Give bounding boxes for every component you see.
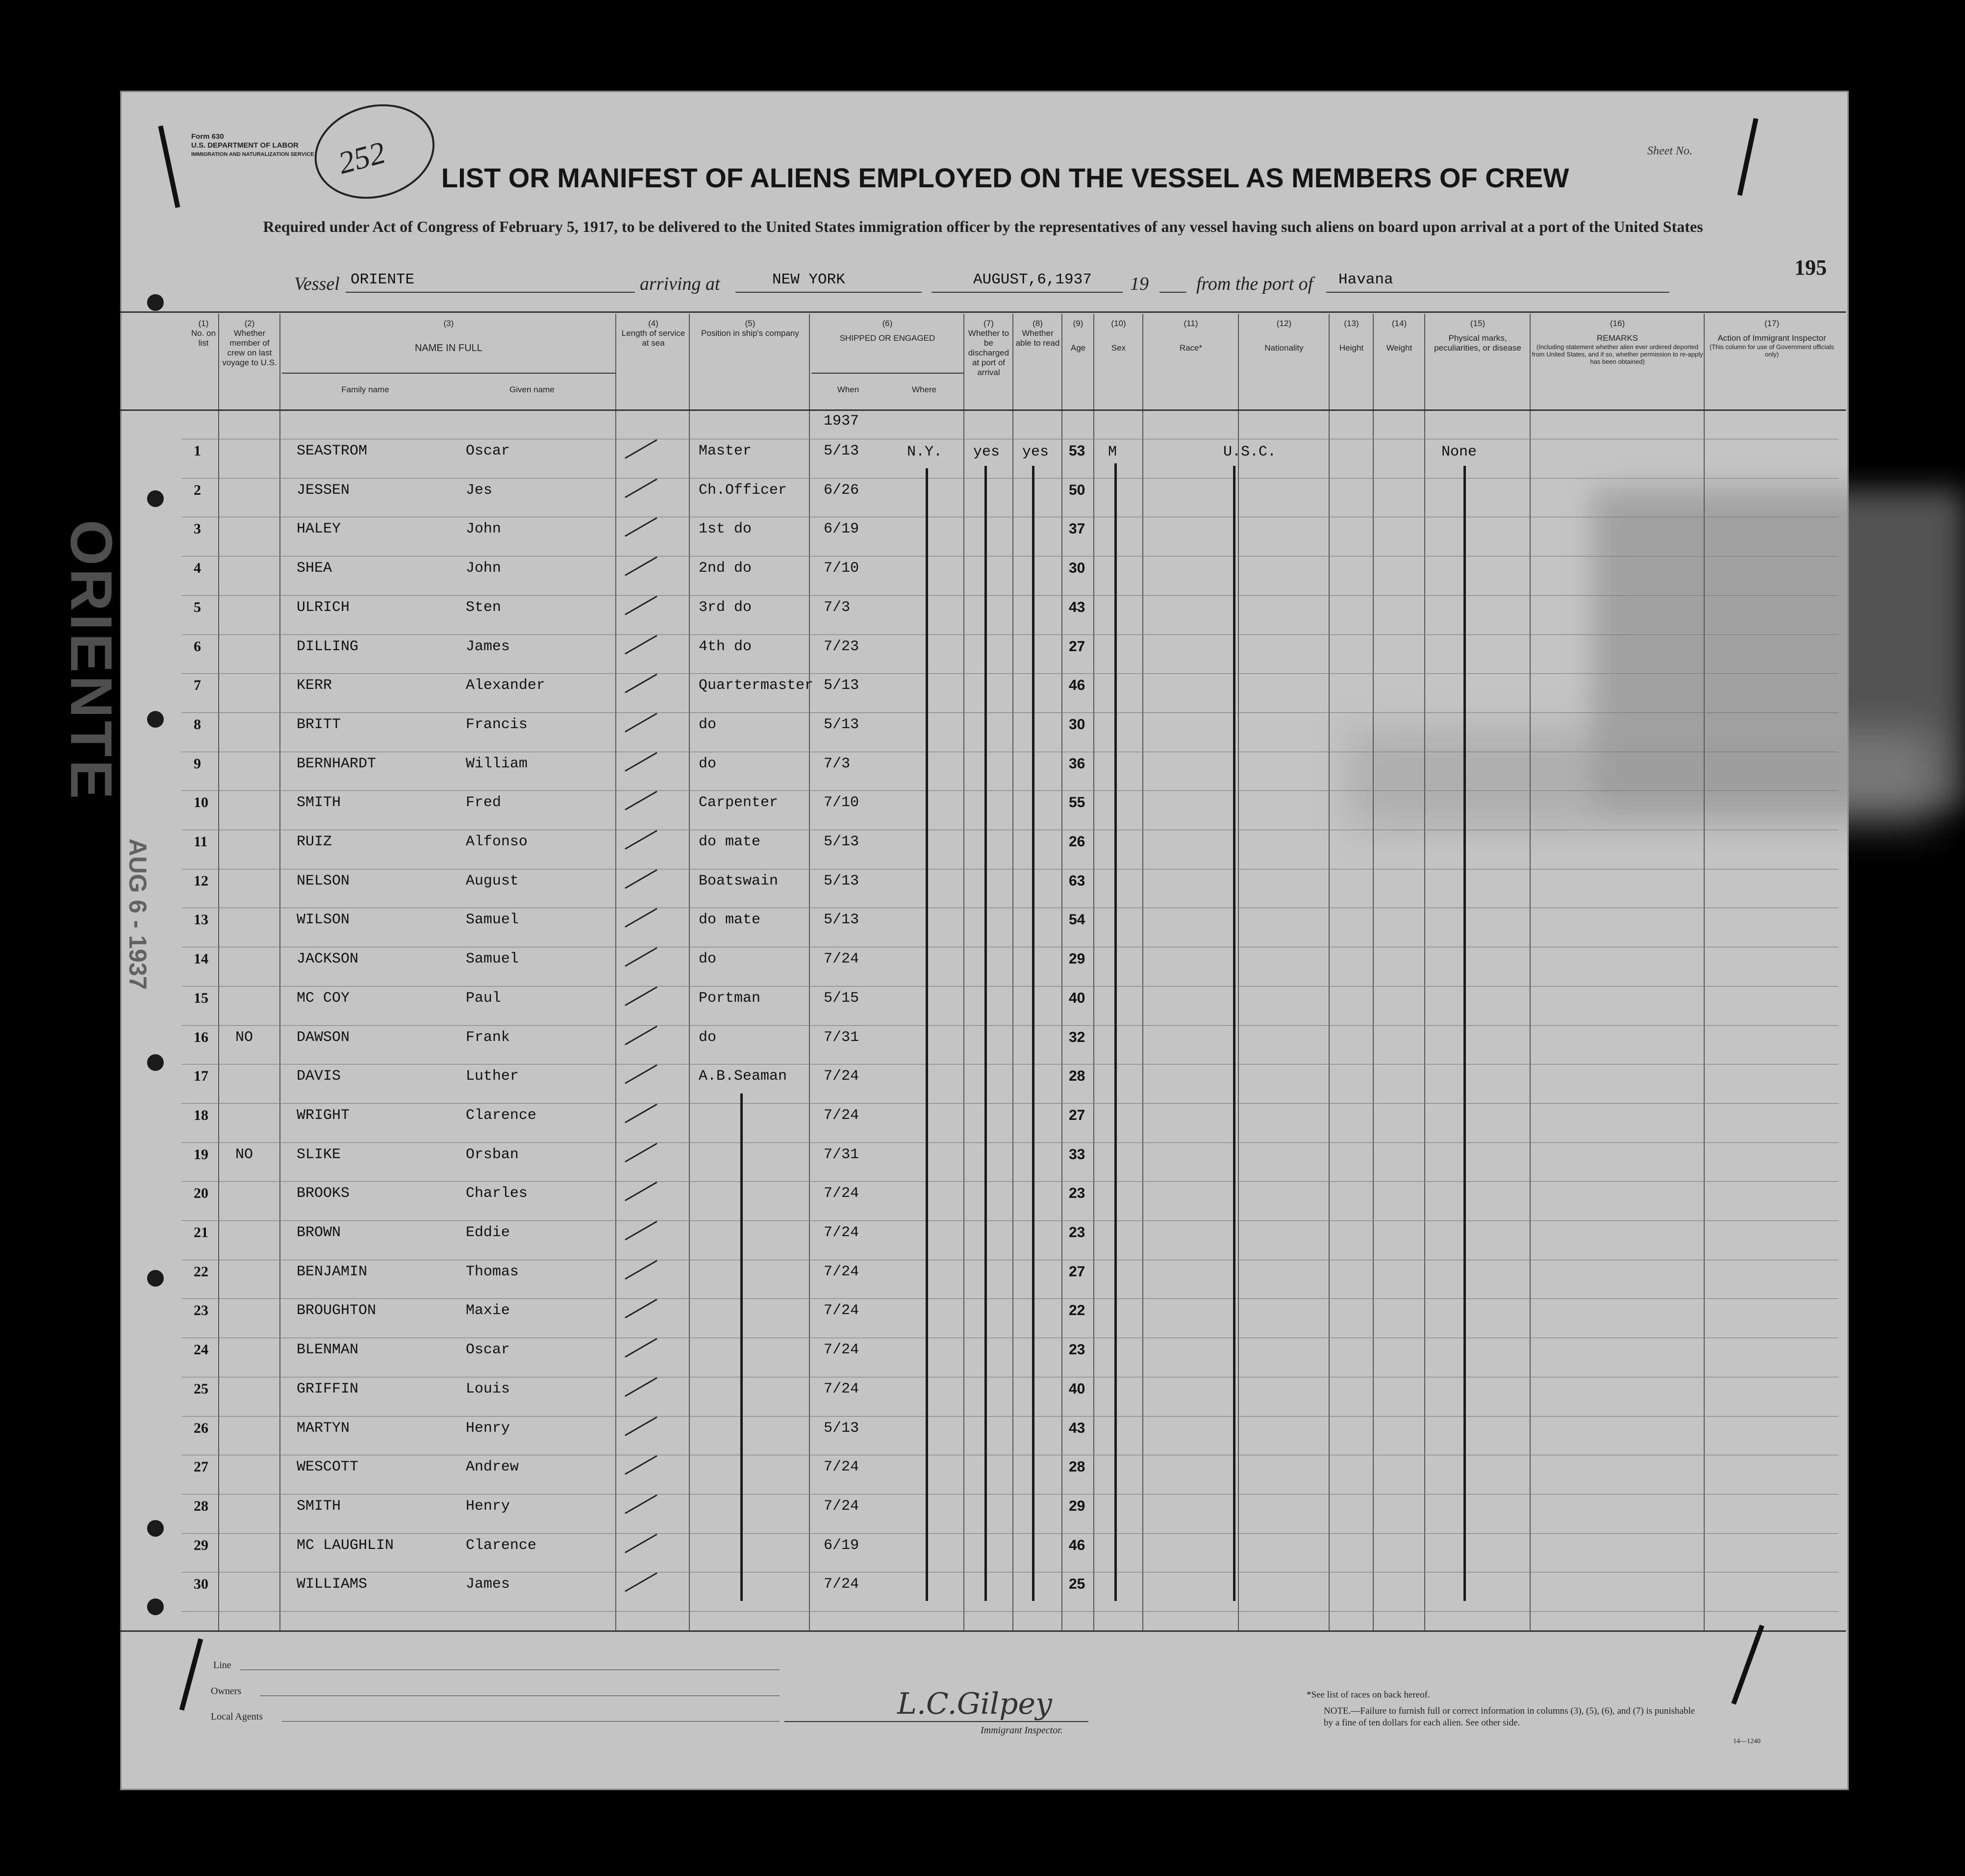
family-name-cell: GRIFFIN [297,1381,359,1397]
col-divider [1012,314,1013,1630]
when-cell: 7/24 [824,1302,859,1319]
when-cell: 7/24 [824,1576,859,1593]
service: IMMIGRATION AND NATURALIZATION SERVICE [191,152,314,157]
position-cell: A.B.Seaman [699,1068,787,1085]
row-rule [181,1220,1839,1221]
year-underline [1159,292,1186,293]
col11-header: (11) Race* [1179,319,1203,353]
given-name-cell: Oscar [466,443,510,459]
when-cell: 5/15 [824,990,859,1007]
ditto-mark-marks [1463,466,1466,1601]
family-name-cell: BROOKS [297,1185,350,1202]
row-number: 7 [194,677,201,693]
ditto-mark-discharged [984,466,987,1601]
given-name-cell: Samuel [466,951,519,967]
row-number: 15 [194,990,208,1006]
row-number: 3 [194,521,201,537]
row-number: 4 [194,560,201,576]
year-1937: 1937 [824,413,859,430]
family-name-cell: DAVIS [297,1068,341,1085]
punch-hole [147,490,164,507]
row1-discharged: yes [973,444,1000,460]
when-cell: 5/13 [824,834,859,850]
row-rule [181,1611,1839,1612]
family-name-cell: BENJAMIN [297,1264,368,1280]
given-name-cell: Charles [466,1185,528,1202]
table-top-rule [120,311,1846,313]
family-name-cell: KERR [297,677,332,694]
family-name-cell: WILSON [297,912,350,928]
when-cell: 7/3 [824,599,851,616]
arriving-label: arriving at [640,274,720,294]
family-name-cell: WRIGHT [297,1107,350,1124]
shipped-header-rule [811,373,963,374]
row1-read: yes [1022,444,1049,460]
row-number: 29 [194,1537,208,1553]
row-number: 28 [194,1498,208,1514]
age-cell: 46 [1069,677,1085,693]
from-port-label: from the port of [1196,274,1313,294]
row-number: 27 [194,1459,208,1475]
given-name-cell: Alfonso [466,834,528,850]
ditto-mark-sex [1114,463,1117,1601]
age-cell: 43 [1069,599,1085,615]
given-name-cell: John [466,521,502,537]
row-number: 2 [194,482,201,498]
punch-hole [147,1598,164,1615]
age-cell: 40 [1069,1381,1085,1397]
row-rule [181,790,1839,791]
family-name-cell: BLENMAN [297,1342,359,1358]
row-number: 10 [194,794,208,811]
row-rule [181,673,1839,674]
row-rule [181,1494,1839,1495]
arrival-date: AUGUST,6,1937 [973,271,1092,288]
family-name-cell: SMITH [297,1498,341,1515]
header-bottom-rule [120,409,1846,411]
age-cell: 53 [1069,443,1085,459]
date-underline [932,292,1123,293]
row-number: 21 [194,1224,208,1241]
row-number: 8 [194,716,201,733]
row-number: 22 [194,1264,208,1280]
col-divider [809,314,810,1630]
given-name-cell: Clarence [466,1107,537,1124]
position-cell: Quartermaster [699,677,814,694]
family-name-cell: SLIKE [297,1146,341,1163]
vessel-stamp: ORIENTE [58,520,124,802]
punch-hole [147,1054,164,1071]
age-cell: 27 [1069,1107,1085,1123]
row-rule [181,1103,1839,1104]
col-divider [963,314,964,1630]
given-name-cell: Louis [466,1381,510,1397]
given-name-cell: Eddie [466,1224,510,1241]
when-cell: 7/24 [824,951,859,967]
position-cell: do [699,951,717,967]
col2-header: (2) Whether member of crew on last voyage to U.S. [222,319,277,367]
punch-hole [147,1270,164,1287]
when-cell: 7/24 [824,1107,859,1124]
row-number: 19 [194,1146,208,1163]
row-number: 13 [194,912,208,928]
when-cell: 7/10 [824,560,859,577]
given-name-cell: William [466,756,528,772]
row-rule [181,1142,1839,1143]
col-divider [689,314,690,1630]
family-name-cell: BROWN [297,1224,341,1241]
page-subtitle: Required under Act of Congress of February 5, 1917, to be delivered to the United States immigration officer by the representatives of any vessel having such aliens on board upon arrival at a port of the United States [263,218,1703,235]
form-code: 14—1240 [1733,1738,1761,1745]
family-name-cell: SHEA [297,560,332,577]
given-name-cell: James [466,638,510,655]
given-name-cell: Fred [466,794,502,811]
col8-header: (8) Whether able to read [1015,319,1060,348]
position-cell: do [699,716,717,733]
year-prefix: 19 [1130,274,1149,294]
given-name-cell: Maxie [466,1302,510,1319]
given-name-cell: Clarence [466,1537,537,1554]
when-cell: 7/10 [824,794,859,811]
last-voyage-cell: NO [235,1029,253,1046]
row1-nationality: U.S.C. [1223,444,1277,460]
col-divider [1373,314,1374,1630]
row-rule [181,634,1839,635]
page-number: 195 [1794,255,1827,279]
position-cell: do [699,756,717,772]
punch-hole [147,294,164,311]
given-name-cell: Henry [466,1498,510,1515]
age-cell: 23 [1069,1185,1085,1201]
when-cell: 7/23 [824,638,859,655]
family-name-cell: BRITT [297,716,341,733]
family-name-cell: RUIZ [297,834,332,850]
vessel-name: ORIENTE [351,271,415,288]
col16-header: (16) REMARKS (Including statement whether alien ever ordered deported from United States, and if so, whether permission to re-apply has been obtained) [1532,319,1703,365]
form-reference [191,132,314,159]
age-cell: 55 [1069,794,1085,811]
family-name-cell: MARTYN [297,1420,350,1437]
family-name-cell: JESSEN [297,482,350,499]
vessel-label: Vessel [294,274,340,294]
position-cell: 3rd do [699,599,752,616]
row-rule [181,478,1839,479]
arriving-port: NEW YORK [772,271,845,288]
col-divider [218,314,219,1630]
vessel-underline [346,292,635,293]
inspector-label: Immigrant Inspector. [981,1725,1063,1736]
where-header: Where [911,385,937,394]
when-cell: 6/19 [824,1537,859,1554]
given-name-cell: August [466,873,519,889]
family-name-cell: HALEY [297,521,341,537]
position-cell: do mate [699,834,761,850]
row-number: 5 [194,599,201,615]
given-name-cell: Paul [466,990,502,1007]
date-stamp: AUG 6 - 1937 [124,838,151,990]
row-number: 16 [194,1029,208,1045]
age-cell: 29 [1069,951,1085,967]
position-cell: Portman [699,990,761,1007]
col-divider [1530,314,1531,1630]
row-number: 1 [194,443,201,459]
age-cell: 26 [1069,834,1085,850]
family-name-cell: NELSON [297,873,350,889]
when-cell: 7/24 [824,1498,859,1515]
agents-label: Local Agents [211,1711,263,1722]
row-rule [181,1064,1839,1065]
age-cell: 29 [1069,1498,1085,1514]
col17-header: (17) Action of Immigrant Inspector (This column for use of Government officials only) [1709,319,1835,358]
family-name-cell: MC COY [297,990,350,1007]
fine-note: NOTE.—Failure to furnish full or correct information in columns (3), (5), (6), and (7) is punishable by a fine of ten dollars for each alien. See other side. [1324,1706,1695,1728]
col-divider [1093,314,1094,1630]
age-cell: 28 [1069,1459,1085,1475]
ditto-mark-where [926,468,928,1601]
given-name-cell: Orsban [466,1146,519,1163]
punch-hole [147,711,164,728]
circled-number: 252 [334,134,389,181]
family-name-cell: SMITH [297,794,341,811]
when-cell: 7/3 [824,756,851,772]
age-cell: 30 [1069,560,1085,576]
age-cell: 22 [1069,1302,1085,1318]
race-note: *See list of races on back hereof. [1307,1690,1430,1700]
col3-header: (3) NAME IN FULL [415,319,482,354]
col7-header: (7) Whether to be discharged at port of arrival [968,319,1009,377]
form-number: Form 630 [191,132,224,141]
row-number: 9 [194,756,201,772]
given-name-cell: Sten [466,599,502,616]
inspector-signature: L.C.Gilpey [897,1687,1052,1721]
position-cell: Boatswain [699,873,779,889]
age-cell: 43 [1069,1420,1085,1436]
family-name-cell: ULRICH [297,599,350,616]
when-cell: 7/24 [824,1068,859,1085]
name-header-rule [282,373,615,374]
page-title: LIST OR MANIFEST OF ALIENS EMPLOYED ON THE VESSEL AS MEMBERS OF CREW [441,162,1569,193]
given-name-cell: Luther [466,1068,519,1085]
age-cell: 54 [1069,912,1085,928]
age-cell: 27 [1069,1264,1085,1280]
row-number: 18 [194,1107,208,1123]
age-cell: 37 [1069,521,1085,537]
row1-marks: None [1441,444,1477,460]
given-name-cell: Andrew [466,1459,519,1475]
col5-header: (5) Position in ship's company [701,319,799,338]
row-rule [181,595,1839,596]
col9-header: (9) Age [1070,319,1086,353]
family-name-cell: DILLING [297,638,359,655]
when-cell: 6/19 [824,521,859,537]
when-cell: 7/31 [824,1146,859,1163]
row-number: 17 [194,1068,208,1084]
when-cell: 7/24 [824,1459,859,1475]
age-cell: 46 [1069,1537,1085,1553]
position-cell: 1st do [699,521,752,537]
position-cell: Carpenter [699,794,779,811]
age-cell: 63 [1069,873,1085,889]
row-number: 23 [194,1302,208,1318]
row-number: 11 [194,834,208,850]
from-port: Havana [1338,271,1393,288]
when-header: When [837,385,859,394]
family-name-cell: SEASTROM [297,443,368,459]
given-name-cell: Samuel [466,912,519,928]
given-name-cell: Oscar [466,1342,510,1358]
row-number: 25 [194,1381,208,1397]
row-number: 12 [194,873,208,889]
row-rule [181,1416,1839,1417]
position-cell: Ch.Officer [699,482,787,499]
col-divider [1329,314,1330,1630]
col-divider [615,314,616,1630]
age-cell: 36 [1069,756,1085,772]
when-cell: 7/31 [824,1029,859,1046]
position-cell: Master [699,443,752,459]
col15-header: (15) Physical marks, peculiarities, or disease [1434,319,1521,353]
col10-header: (10) Sex [1111,319,1126,353]
when-cell: 5/13 [824,716,859,733]
when-cell: 7/24 [824,1381,859,1397]
col-divider [1142,314,1143,1630]
family-name-cell: DAWSON [297,1029,350,1046]
table-bottom-rule [120,1630,1846,1632]
col13-header: (13) Height [1339,319,1364,353]
row-rule [181,986,1839,987]
col-divider [1061,314,1062,1630]
position-cell: do mate [699,912,761,928]
arriving-underline [735,292,922,293]
row1-where: N.Y. [907,444,943,460]
family-name-cell: JACKSON [297,951,359,967]
agents-underline [282,1721,780,1722]
when-cell: 6/26 [824,482,859,499]
when-cell: 5/13 [824,873,859,889]
ditto-mark-position [740,1093,743,1601]
row-number: 6 [194,638,201,655]
when-cell: 7/24 [824,1224,859,1241]
owners-label: Owners [211,1686,242,1697]
col4-header: (4) Length of service at sea [621,319,685,348]
department: U.S. DEPARTMENT OF LABOR [191,141,299,150]
given-name-cell: James [466,1576,510,1593]
when-cell: 7/24 [824,1342,859,1358]
col-divider [1424,314,1425,1630]
age-cell: 50 [1069,482,1085,498]
age-cell: 28 [1069,1068,1085,1084]
position-cell: do [699,1029,717,1046]
age-cell: 32 [1069,1029,1085,1045]
age-cell: 40 [1069,990,1085,1006]
family-name-cell: BERNHARDT [297,756,377,772]
row-number: 24 [194,1342,208,1358]
age-cell: 25 [1069,1576,1085,1592]
family-name-cell: BROUGHTON [297,1302,377,1319]
row-number: 26 [194,1420,208,1436]
row1-sex: M [1108,444,1117,460]
given-name-cell: Henry [466,1420,510,1437]
row-number: 20 [194,1185,208,1201]
position-cell: 2nd do [699,560,752,577]
family-name-header: Family name [341,385,389,394]
when-cell: 5/13 [824,1420,859,1437]
family-name-cell: WILLIAMS [297,1576,368,1593]
age-cell: 33 [1069,1146,1085,1163]
row-rule [181,1298,1839,1299]
given-name-cell: Jes [466,482,493,499]
col14-header: (14) Weight [1386,319,1412,353]
row-number: 14 [194,951,208,967]
row-rule [181,556,1839,557]
age-cell: 30 [1069,716,1085,733]
sheet-label: Sheet No. [1647,145,1692,157]
when-cell: 7/24 [824,1264,859,1280]
from-port-underline [1326,292,1669,293]
ditto-mark-read [1032,466,1034,1601]
signature-underline [784,1721,1088,1722]
row-number: 30 [194,1576,208,1592]
col-divider [1238,314,1239,1630]
given-name-cell: Thomas [466,1264,519,1280]
family-name-cell: MC LAUGHLIN [297,1537,394,1554]
row-rule [181,712,1839,713]
row-rule [181,1533,1839,1534]
age-cell: 27 [1069,638,1085,655]
row-rule [181,1025,1839,1026]
col-divider [279,314,280,1630]
given-name-cell: Francis [466,716,528,733]
position-cell: 4th do [699,638,752,655]
family-name-cell: WESCOTT [297,1459,359,1475]
given-name-header: Given name [509,385,554,394]
col-divider [1704,314,1705,1630]
punch-hole [147,1520,164,1537]
when-cell: 5/13 [824,912,859,928]
row-rule [181,1181,1839,1182]
col1-header: (1) No. on list [191,319,216,348]
given-name-cell: Alexander [466,677,546,694]
ditto-mark-nationality [1233,466,1235,1601]
line-label: Line [213,1660,231,1671]
last-voyage-cell: NO [235,1146,253,1163]
when-cell: 7/24 [824,1185,859,1202]
age-cell: 23 [1069,1224,1085,1241]
stain-shadow-2 [1347,730,1936,828]
col12-header: (12) Nationality [1264,319,1304,353]
when-cell: 5/13 [824,677,859,694]
when-cell: 5/13 [824,443,859,459]
given-name-cell: Frank [466,1029,510,1046]
col6-header: (6) SHIPPED OR ENGAGED [839,319,935,343]
given-name-cell: John [466,560,502,577]
age-cell: 23 [1069,1342,1085,1358]
